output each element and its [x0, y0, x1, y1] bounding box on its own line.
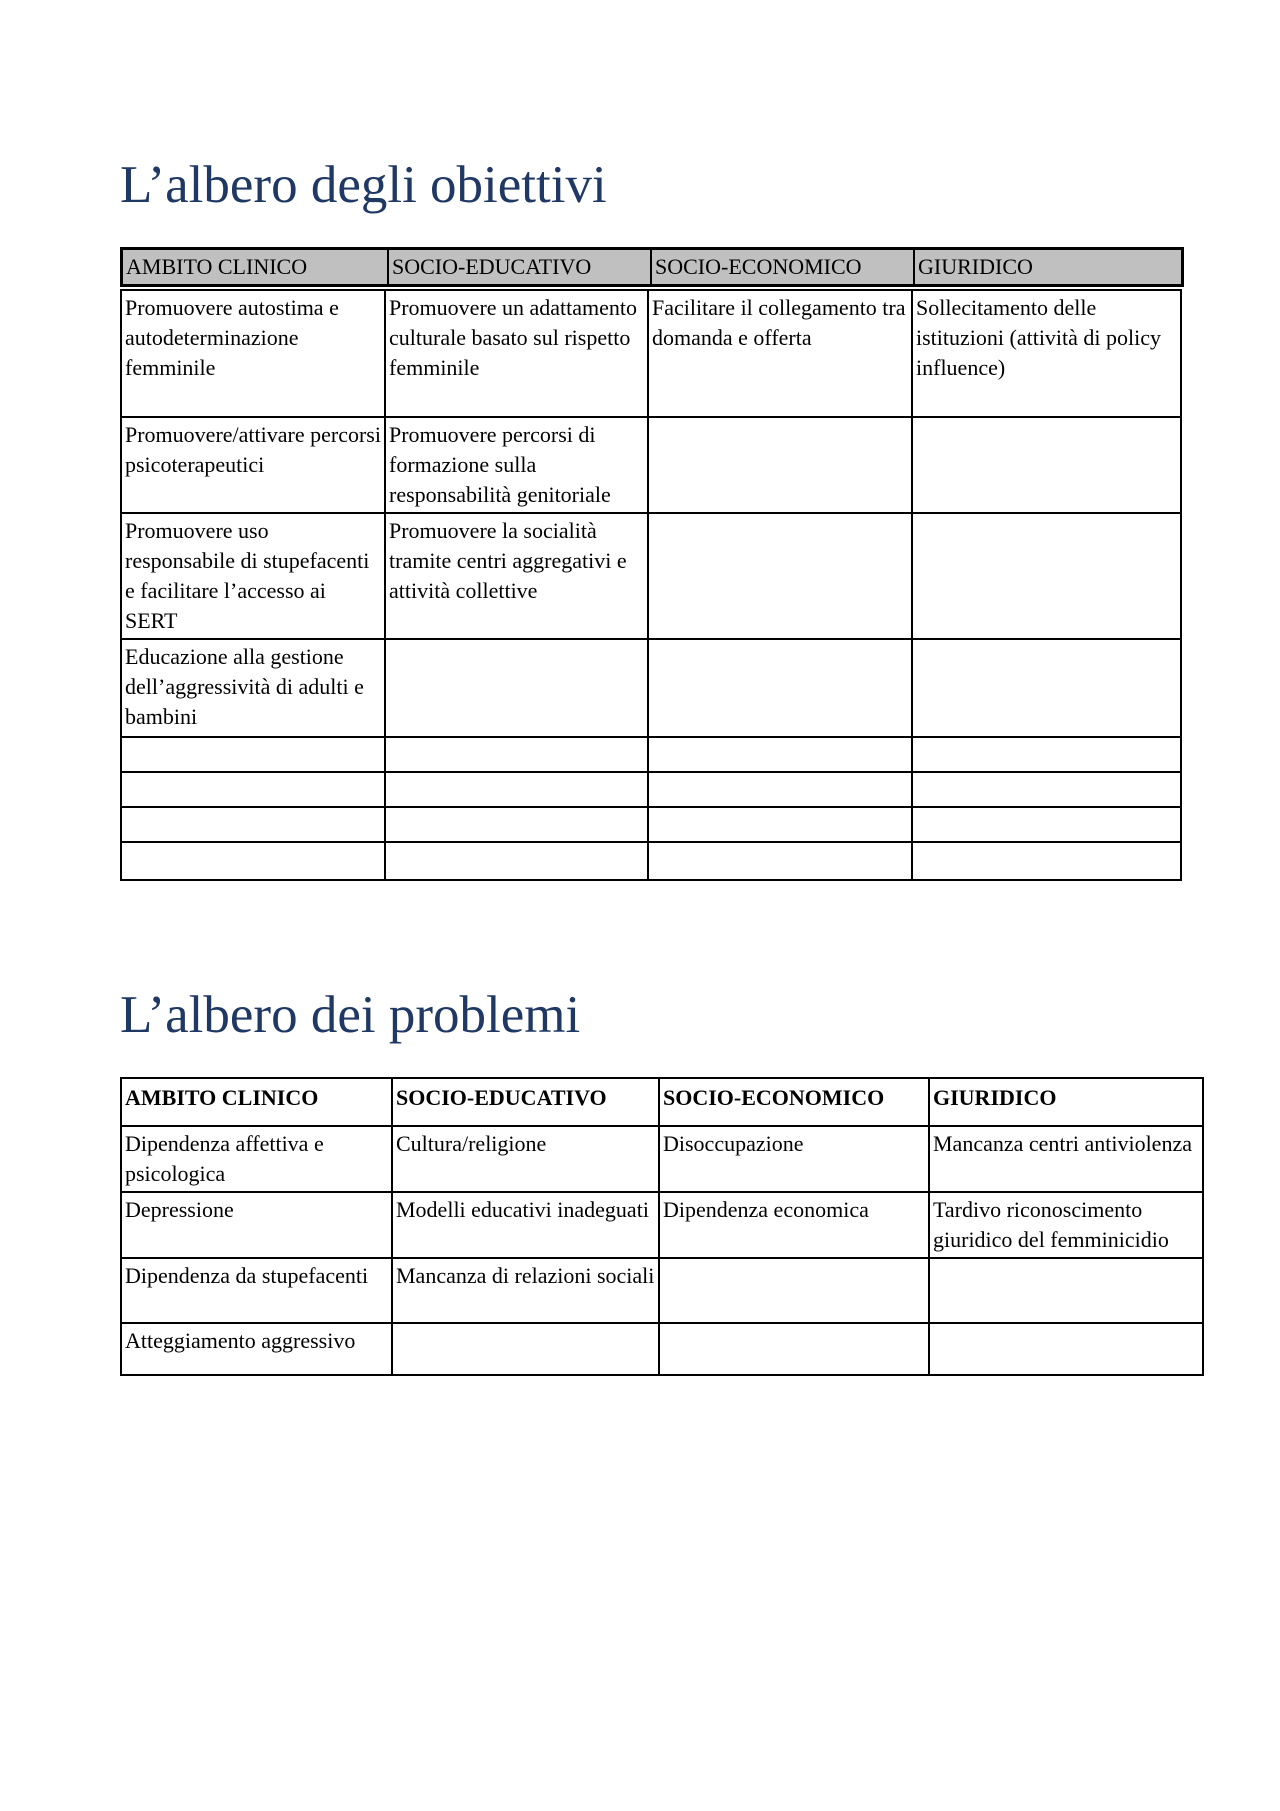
problems-table-cell: Depressione	[121, 1192, 392, 1258]
problems-header-giuridico: GIURIDICO	[929, 1078, 1203, 1126]
objectives-table-cell	[121, 842, 385, 880]
objectives-table-cell: Promuovere un adattamento culturale basato sul rispetto femminile	[385, 290, 648, 417]
objectives-table-cell	[912, 737, 1181, 772]
problems-table-cell: Mancanza di relazioni sociali	[392, 1258, 659, 1323]
objectives-table-cell	[121, 737, 385, 772]
problems-table-cell: Dipendenza da stupefacenti	[121, 1258, 392, 1323]
problems-table-row	[121, 1323, 1203, 1375]
objectives-table-cell	[648, 807, 912, 842]
objectives-table	[120, 289, 1182, 881]
objectives-table-cell: Educazione alla gestione dell’aggressività di adulti e bambini	[121, 639, 385, 737]
problems-table-row	[121, 1258, 1203, 1323]
problems-table-cell: Dipendenza economica	[659, 1192, 929, 1258]
problems-header-socio-educativo: SOCIO-EDUCATIVO	[392, 1078, 659, 1126]
problems-table	[120, 1077, 1204, 1376]
objectives-table-row	[121, 772, 1181, 807]
objectives-table-cell: Promuovere uso responsabile di stupefacenti e facilitare l’accesso ai SERT	[121, 513, 385, 639]
objectives-table-cell	[912, 513, 1181, 639]
objectives-table-cell	[648, 513, 912, 639]
objectives-table-cell	[648, 772, 912, 807]
objectives-table-cell	[912, 842, 1181, 880]
problems-table-cell	[929, 1323, 1203, 1375]
problems-table-cell	[929, 1258, 1203, 1323]
objectives-table-cell: Facilitare il collegamento tra domanda e offerta	[648, 290, 912, 417]
objectives-table-cell: Promuovere la socialità tramite centri aggregativi e attività collettive	[385, 513, 648, 639]
objectives-table-cell: Promuovere/attivare percorsi psicoterapeutici	[121, 417, 385, 513]
objectives-table-cell	[912, 772, 1181, 807]
objectives-table-row	[121, 807, 1181, 842]
objectives-table-row	[121, 513, 1181, 639]
objectives-table-row	[121, 639, 1181, 737]
objectives-table-cell: Promuovere percorsi di formazione sulla responsabilità genitoriale	[385, 417, 648, 513]
objectives-table-cell	[121, 807, 385, 842]
objectives-header-socio-economico: SOCIO-ECONOMICO	[650, 250, 913, 284]
objectives-table-cell	[121, 772, 385, 807]
objectives-table-cell	[385, 807, 648, 842]
objectives-table-cell	[648, 842, 912, 880]
problems-table-row	[121, 1192, 1203, 1258]
objectives-table-row	[121, 842, 1181, 880]
objectives-header-clinico: AMBITO CLINICO	[126, 254, 308, 279]
objectives-table-cell	[385, 772, 648, 807]
objectives-header-socio-educativo: SOCIO-EDUCATIVO	[387, 250, 650, 284]
problems-table-row	[121, 1126, 1203, 1192]
objectives-table-cell: Promuovere autostima e autodeterminazione femminile	[121, 290, 385, 417]
objectives-table-cell	[648, 417, 912, 513]
objectives-table-cell	[385, 737, 648, 772]
problems-table-cell	[659, 1258, 929, 1323]
objectives-table-row	[121, 417, 1181, 513]
objectives-table-row	[121, 737, 1181, 772]
objectives-table-cell	[648, 639, 912, 737]
objectives-header-giuridico: GIURIDICO	[913, 250, 1181, 284]
problems-table-cell: Modelli educativi inadeguati	[392, 1192, 659, 1258]
problems-table-cell	[659, 1323, 929, 1375]
problems-header-socio-economico: SOCIO-ECONOMICO	[659, 1078, 929, 1126]
problems-table-cell: Tardivo riconoscimento giuridico del femminicidio	[929, 1192, 1203, 1258]
problems-title: L’albero dei problemi	[120, 986, 581, 1044]
objectives-table-cell: Sollecitamento delle istituzioni (attività di policy influence)	[912, 290, 1181, 417]
objectives-table-cell	[912, 417, 1181, 513]
objectives-table-row	[121, 290, 1181, 417]
objectives-table-cell	[912, 807, 1181, 842]
problems-table-cell	[392, 1323, 659, 1375]
problems-table-cell: Cultura/religione	[392, 1126, 659, 1192]
objectives-title: L’albero degli obiettivi	[120, 156, 607, 214]
objectives-table-cell	[385, 842, 648, 880]
objectives-table-cell	[648, 737, 912, 772]
problems-header-clinico: AMBITO CLINICO	[121, 1078, 392, 1126]
problems-table-cell: Dipendenza affettiva e psicologica	[121, 1126, 392, 1192]
objectives-table-cell	[385, 639, 648, 737]
objectives-header-row	[120, 247, 1184, 287]
problems-table-cell: Mancanza centri antiviolenza	[929, 1126, 1203, 1192]
problems-header-row	[121, 1078, 1203, 1126]
objectives-table-cell	[912, 639, 1181, 737]
problems-table-cell: Atteggiamento aggressivo	[121, 1323, 392, 1375]
problems-table-cell: Disoccupazione	[659, 1126, 929, 1192]
